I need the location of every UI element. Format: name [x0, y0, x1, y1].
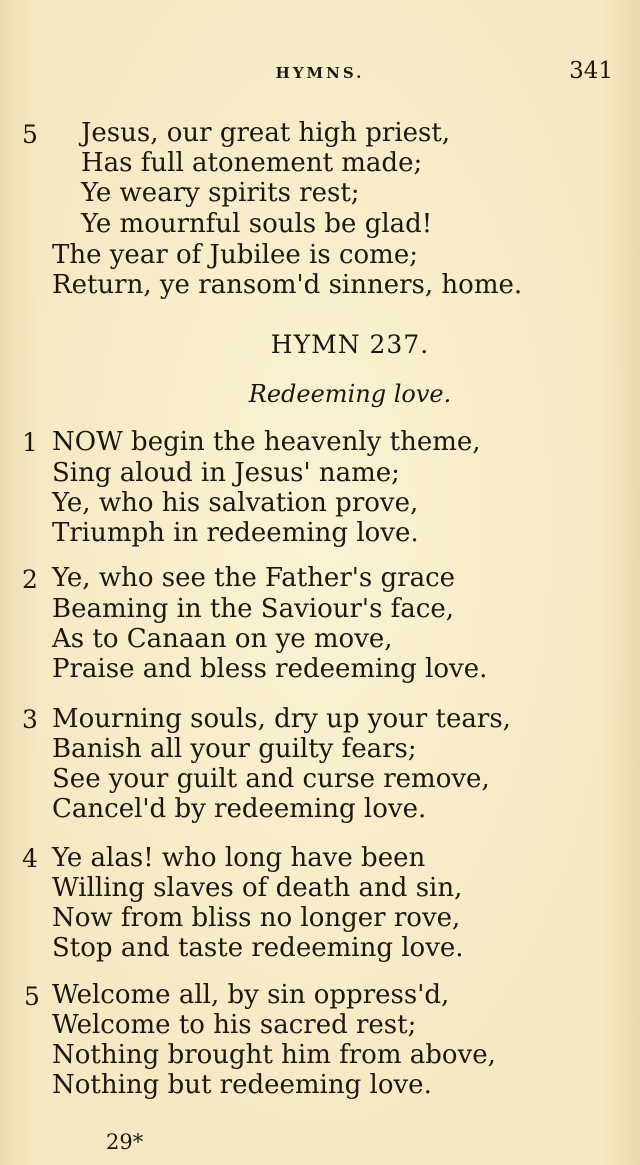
verse-line: Banish all your guilty fears;: [52, 734, 417, 764]
stanza-number: 2: [22, 565, 38, 594]
verse-line: Sing aloud in Jesus' name;: [52, 458, 400, 488]
verse-line: Mourning souls, dry up your tears,: [52, 704, 511, 734]
verse-line: Jesus, our great high priest,: [81, 118, 451, 148]
stanza-number: 5: [22, 120, 38, 149]
stanza-number: 3: [22, 705, 38, 734]
verse-line: Has full atonement made;: [81, 148, 423, 178]
verse-line: Ye weary spirits rest;: [81, 178, 360, 208]
stanza-number: 5: [24, 982, 40, 1011]
hymn-title: HYMN 237.: [270, 330, 430, 359]
verse-line: Welcome all, by sin oppress'd,: [52, 980, 450, 1010]
hymn-subtitle: Redeeming love.: [248, 380, 452, 408]
verse-line: Stop and taste redeeming love.: [52, 933, 464, 963]
verse-line: Cancel'd by redeeming love.: [52, 794, 427, 824]
verse-line: Return, ye ransom'd sinners, home.: [52, 270, 523, 300]
verse-line: Triumph in redeeming love.: [52, 518, 419, 548]
verse-line: NOW begin the heavenly theme,: [52, 427, 481, 457]
signature-mark: 29*: [106, 1130, 144, 1154]
verse-line: As to Canaan on ye move,: [52, 624, 393, 654]
verse-line: See your guilt and curse remove,: [52, 764, 490, 794]
stanza-number: 1: [22, 428, 38, 457]
verse-line: Ye, who see the Father's grace: [52, 563, 456, 593]
verse-line: Welcome to his sacred rest;: [52, 1010, 417, 1040]
verse-line: Ye alas! who long have been: [52, 843, 426, 873]
verse-line: Praise and bless redeeming love.: [52, 654, 488, 684]
stanza-number: 4: [22, 844, 38, 873]
verse-line: Willing slaves of death and sin,: [52, 873, 463, 903]
verse-line: Nothing brought him from above,: [52, 1040, 496, 1070]
verse-line: Beaming in the Saviour's face,: [52, 594, 455, 624]
page-number: 341: [569, 58, 613, 84]
verse-line: Now from bliss no longer rove,: [52, 903, 461, 933]
verse-line: Nothing but redeeming love.: [52, 1070, 432, 1100]
verse-line: The year of Jubilee is come;: [52, 240, 418, 270]
verse-line: Ye, who his salvation prove,: [52, 488, 419, 518]
verse-line: Ye mournful souls be glad!: [81, 209, 433, 239]
running-head: HYMNS.: [275, 64, 365, 82]
